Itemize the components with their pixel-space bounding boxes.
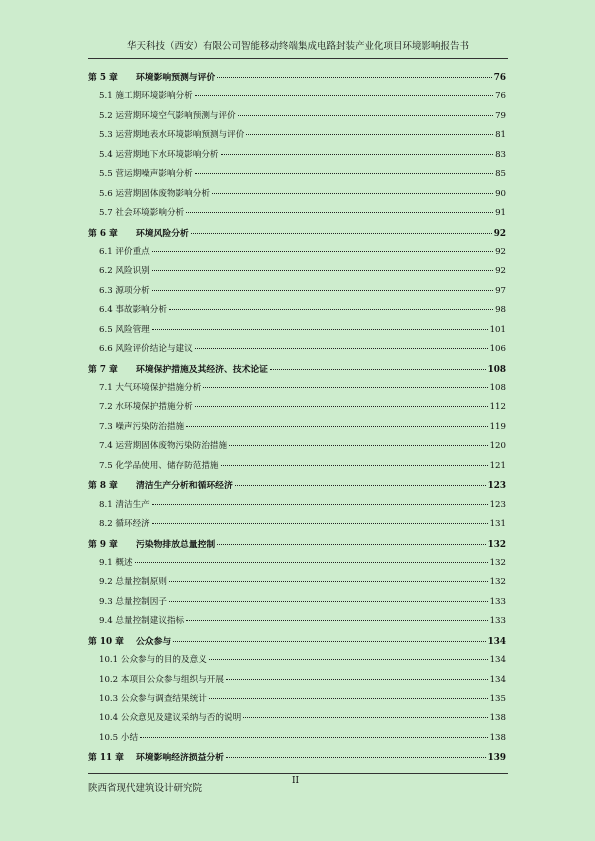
toc-chapter-entry[interactable] <box>88 70 506 89</box>
toc-entry-title <box>99 148 219 160</box>
toc-entry-text: 7.5 化学品使用、储存防范措施 <box>99 460 219 471</box>
toc-leader-dots <box>195 95 493 96</box>
toc-chapter-number: 第 5 章 <box>88 73 118 83</box>
toc-chapter-number: 第 8 章 <box>88 481 118 492</box>
toc-entry-text: 污染物排放总量控制 <box>136 539 216 550</box>
toc-section-entry[interactable] <box>88 498 506 517</box>
toc-section-entry[interactable] <box>88 303 506 322</box>
toc-page-number: 120 <box>489 441 506 452</box>
toc-leader-dots <box>169 581 488 582</box>
toc-section-entry[interactable] <box>88 381 506 400</box>
toc-leader-dots <box>221 154 494 155</box>
table-of-contents <box>88 70 506 770</box>
toc-leader-dots <box>270 369 486 370</box>
toc-leader-dots <box>195 406 488 407</box>
toc-chapter-number: 第 6 章 <box>88 228 118 239</box>
toc-leader-dots <box>140 737 488 738</box>
toc-entry-title <box>99 284 150 296</box>
toc-entry-text: 6.4 事故影响分析 <box>99 305 167 316</box>
toc-page-number: 83 <box>495 149 506 160</box>
toc-page-number: 76 <box>493 73 506 83</box>
toc-entry-text: 7.1 大气环境保护措施分析 <box>99 383 202 393</box>
toc-entry-text: 6.6 风险评价结论与建议 <box>99 344 193 355</box>
toc-section-entry[interactable] <box>88 284 506 303</box>
toc-leader-dots <box>152 290 493 291</box>
toc-entry-title <box>99 109 236 121</box>
toc-entry-title <box>88 750 224 763</box>
toc-entry-text: 6.3 源项分析 <box>99 285 150 296</box>
toc-leader-dots <box>169 601 488 602</box>
toc-section-entry[interactable] <box>88 148 506 167</box>
toc-page-number: 108 <box>487 364 506 375</box>
toc-chapter-entry[interactable] <box>88 750 506 769</box>
toc-entry-text: 10.3 公众参与调查结果统计 <box>99 694 207 704</box>
toc-section-entry[interactable] <box>88 459 506 478</box>
toc-page-number: 76 <box>495 91 506 102</box>
toc-section-entry[interactable] <box>88 187 506 206</box>
toc-entry-title <box>99 459 219 471</box>
toc-entry-title <box>99 595 167 607</box>
toc-page-number: 134 <box>487 636 506 647</box>
toc-section-entry[interactable] <box>88 439 506 458</box>
toc-leader-dots <box>209 698 488 699</box>
toc-entry-title <box>88 70 215 83</box>
toc-section-entry[interactable] <box>88 109 506 128</box>
toc-section-entry[interactable] <box>88 575 506 594</box>
toc-page-number: 79 <box>495 110 506 121</box>
toc-entry-text: 5.1 施工期环境影响分析 <box>99 91 193 102</box>
toc-leader-dots <box>235 485 486 486</box>
toc-entry-title <box>99 342 193 354</box>
toc-entry-title <box>88 478 233 491</box>
toc-page-number: 133 <box>489 596 506 607</box>
toc-section-entry[interactable] <box>88 206 506 225</box>
toc-chapter-entry[interactable] <box>88 478 506 497</box>
toc-entry-title <box>99 187 210 199</box>
toc-leader-dots <box>152 270 493 271</box>
toc-page-number: 132 <box>489 577 506 588</box>
toc-entry-title <box>99 692 207 704</box>
toc-section-entry[interactable] <box>88 264 506 283</box>
toc-section-entry[interactable] <box>88 731 506 750</box>
toc-page-number: 133 <box>489 616 506 627</box>
toc-page-number: 92 <box>493 228 506 239</box>
toc-leader-dots <box>135 562 488 563</box>
toc-chapter-number: 第 7 章 <box>88 364 118 375</box>
toc-entry-title <box>99 556 133 568</box>
toc-section-entry[interactable] <box>88 653 506 672</box>
toc-entry-title <box>99 575 167 587</box>
toc-leader-dots <box>152 504 488 505</box>
toc-page-number: 135 <box>489 694 506 704</box>
toc-entry-text: 环境影响预测与评价 <box>136 73 216 83</box>
toc-entry-title <box>99 167 193 179</box>
toc-entry-text: 7.2 水环境保护措施分析 <box>99 402 193 413</box>
toc-section-entry[interactable] <box>88 673 506 692</box>
toc-leader-dots <box>169 309 493 310</box>
toc-entry-text: 5.7 社会环境影响分析 <box>99 208 185 219</box>
toc-leader-dots <box>246 134 493 135</box>
toc-page-number: 90 <box>495 188 506 199</box>
toc-entry-text: 9.3 总量控制因子 <box>99 596 167 607</box>
toc-leader-dots <box>173 641 485 642</box>
toc-entry-title <box>99 731 138 743</box>
toc-entry-title <box>99 264 150 276</box>
toc-page-number: 98 <box>495 305 506 316</box>
toc-entry-text: 5.5 营运期噪声影响分析 <box>99 169 193 180</box>
toc-leader-dots <box>243 717 487 718</box>
toc-leader-dots <box>203 387 487 388</box>
running-header: 华天科技（西安）有限公司智能移动终端集成电路封装产业化项目环境影响报告书 <box>126 41 469 52</box>
toc-leader-dots <box>217 544 485 545</box>
toc-chapter-entry[interactable] <box>88 634 506 653</box>
toc-leader-dots <box>191 233 492 234</box>
toc-leader-dots <box>186 212 493 213</box>
toc-chapter-number: 第 11 章 <box>88 753 124 764</box>
toc-page-number: 134 <box>489 674 506 685</box>
toc-page-number: 123 <box>487 481 506 492</box>
toc-section-entry[interactable] <box>88 89 506 108</box>
toc-entry-text: 7.4 运营期固体废物污染防治措施 <box>99 441 228 452</box>
toc-entry-title <box>88 362 268 375</box>
toc-chapter-entry[interactable] <box>88 537 506 556</box>
toc-page-number: 131 <box>489 519 506 530</box>
toc-section-entry[interactable] <box>88 614 506 633</box>
toc-leader-dots <box>238 115 493 116</box>
toc-entry-title <box>99 128 244 140</box>
toc-leader-dots <box>152 329 488 330</box>
toc-chapter-number: 第 10 章 <box>88 636 124 647</box>
toc-entry-title <box>99 381 201 393</box>
toc-chapter-entry[interactable] <box>88 362 506 381</box>
toc-entry-text: 9.4 总量控制建议指标 <box>99 616 185 627</box>
toc-section-entry[interactable] <box>88 711 506 730</box>
toc-entry-text: 10.1 公众参与的目的及意义 <box>99 655 207 666</box>
toc-chapter-number: 第 9 章 <box>88 539 118 550</box>
toc-entry-text: 环境风险分析 <box>136 228 189 239</box>
toc-entry-title <box>99 245 150 257</box>
toc-entry-text: 5.6 运营期固体废物影响分析 <box>99 188 210 199</box>
toc-page-number: 106 <box>489 344 506 355</box>
toc-entry-text: 9.2 总量控制原则 <box>99 577 167 588</box>
toc-page-number: 92 <box>495 266 506 277</box>
toc-page-number: 91 <box>495 208 506 219</box>
toc-entry-text: 5.2 运营期环境空气影响预测与评价 <box>99 110 236 121</box>
toc-entry-title <box>99 517 150 529</box>
toc-entry-text: 10.5 小结 <box>99 732 139 743</box>
toc-leader-dots <box>186 620 487 621</box>
toc-entry-title <box>99 653 207 665</box>
header-divider <box>88 58 508 59</box>
toc-page-number: 138 <box>489 713 506 724</box>
toc-entry-text: 9.1 概述 <box>99 557 133 568</box>
toc-page-number: 139 <box>487 753 506 764</box>
toc-entry-text: 6.5 风险管理 <box>99 324 150 335</box>
toc-page-number: 85 <box>495 169 506 180</box>
toc-section-entry[interactable] <box>88 420 506 439</box>
toc-leader-dots <box>152 523 488 524</box>
toc-page-number: 108 <box>489 383 506 393</box>
toc-leader-dots <box>195 348 488 349</box>
footer-organization: 陕西省现代建筑设计研究院 <box>88 783 203 794</box>
toc-page-number: 134 <box>489 655 506 666</box>
toc-page-number: 97 <box>495 285 506 296</box>
toc-leader-dots <box>217 77 492 78</box>
toc-page-number: 132 <box>489 557 506 568</box>
toc-entry-title <box>99 303 167 315</box>
toc-leader-dots <box>152 251 493 252</box>
toc-entry-text: 6.2 风险识别 <box>99 266 150 277</box>
toc-entry-title <box>99 673 224 685</box>
toc-page-number: 138 <box>489 732 506 743</box>
toc-entry-text: 公众参与 <box>136 636 172 647</box>
toc-page-number: 119 <box>489 421 506 432</box>
toc-section-entry[interactable] <box>88 245 506 264</box>
toc-page-number: 81 <box>495 130 506 141</box>
toc-entry-text: 6.1 评价重点 <box>99 246 150 257</box>
toc-entry-text: 8.1 清洁生产 <box>99 499 150 510</box>
toc-entry-title <box>99 439 227 451</box>
toc-section-entry[interactable] <box>88 692 506 711</box>
toc-entry-title <box>99 420 184 432</box>
toc-section-entry[interactable] <box>88 517 506 536</box>
toc-leader-dots <box>226 679 488 680</box>
toc-section-entry[interactable] <box>88 342 506 361</box>
toc-entry-text: 10.4 公众意见及建议采纳与否的说明 <box>99 713 242 724</box>
toc-page-number: 123 <box>489 499 506 510</box>
toc-leader-dots <box>212 193 493 194</box>
toc-chapter-entry[interactable] <box>88 226 506 245</box>
toc-section-entry[interactable] <box>88 400 506 419</box>
toc-entry-title <box>99 400 193 412</box>
toc-page-number: 121 <box>489 460 506 471</box>
toc-entry-text: 5.3 运营期地表水环境影响预测与评价 <box>99 130 245 141</box>
toc-entry-text: 环境影响经济损益分析 <box>136 753 224 764</box>
toc-entry-text: 环境保护措施及其经济、技术论证 <box>136 364 268 375</box>
toc-entry-title <box>99 614 184 626</box>
toc-entry-title <box>99 711 241 723</box>
toc-leader-dots <box>229 445 487 446</box>
toc-entry-text: 10.2 本项目公众参与组织与开展 <box>99 674 224 685</box>
page-number: II <box>292 776 300 786</box>
toc-page-number: 112 <box>489 402 506 413</box>
toc-entry-title <box>88 537 215 550</box>
toc-page-number: 92 <box>495 246 506 257</box>
toc-section-entry[interactable] <box>88 128 506 147</box>
toc-page-number: 132 <box>487 539 506 550</box>
toc-section-entry[interactable] <box>88 595 506 614</box>
toc-leader-dots <box>226 757 486 758</box>
toc-entry-title <box>99 323 150 335</box>
toc-entry-title <box>88 634 171 647</box>
toc-entry-title <box>88 226 189 239</box>
toc-entry-title <box>99 89 193 101</box>
toc-leader-dots <box>221 465 488 466</box>
toc-entry-title <box>99 498 150 510</box>
toc-entry-text: 8.2 循环经济 <box>99 519 150 530</box>
toc-entry-title <box>99 206 184 218</box>
footer-divider <box>88 773 508 774</box>
toc-leader-dots <box>209 659 488 660</box>
toc-leader-dots <box>195 173 493 174</box>
toc-section-entry[interactable] <box>88 167 506 186</box>
toc-page-number: 101 <box>489 324 506 335</box>
toc-section-entry[interactable] <box>88 556 506 575</box>
toc-entry-text: 5.4 运营期地下水环境影响分析 <box>99 149 219 160</box>
toc-leader-dots <box>186 426 487 427</box>
toc-entry-text: 7.3 噪声污染防治措施 <box>99 421 185 432</box>
toc-entry-text: 清洁生产分析和循环经济 <box>136 481 233 492</box>
toc-section-entry[interactable] <box>88 323 506 342</box>
